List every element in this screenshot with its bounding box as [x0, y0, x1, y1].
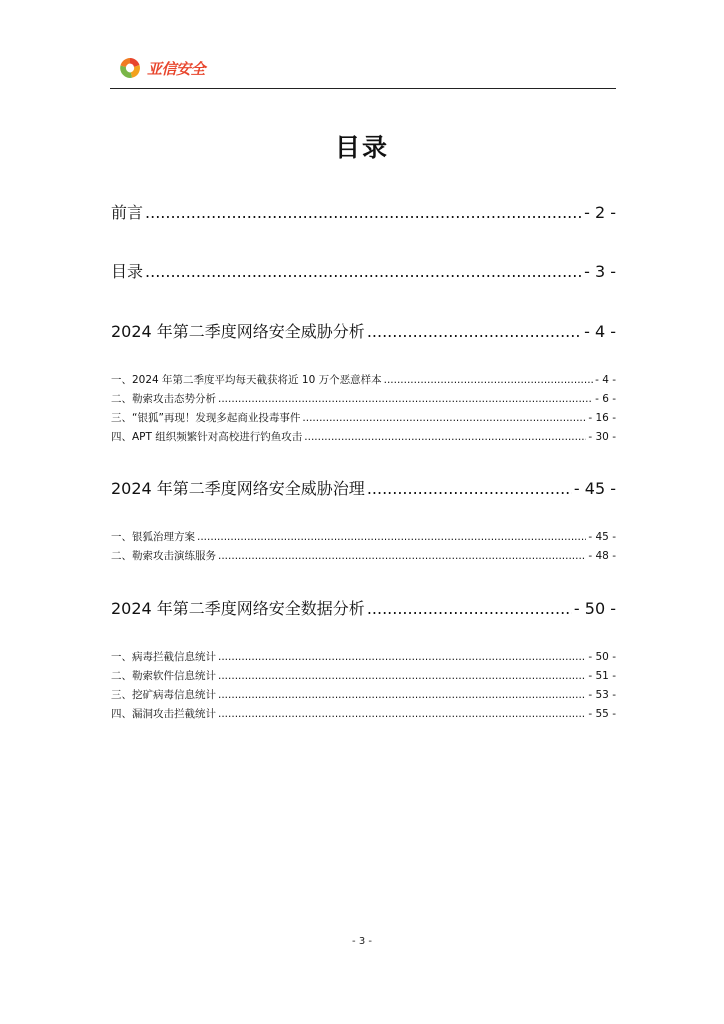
logo-ring-icon: [118, 56, 142, 80]
toc-entry-text: 2024 年第二季度网络安全数据分析: [111, 599, 365, 618]
toc-leader-dots: [384, 374, 593, 386]
toc-entry-text: 四、漏洞攻击拦截统计: [111, 708, 216, 720]
toc-entry-text: 二、勒索攻击态势分析: [111, 393, 216, 405]
toc-entry-text: 2024 年第二季度网络安全威胁治理: [111, 479, 365, 498]
toc-entry-sub[interactable]: [111, 548, 616, 563]
toc-page-number: - 53 -: [588, 689, 616, 701]
toc-entry-preface[interactable]: [111, 200, 616, 223]
toc-page-number: - 48 -: [588, 550, 616, 562]
toc-leader-dots: [302, 412, 586, 424]
toc-entry-sub[interactable]: [111, 410, 616, 425]
toc-entry-threat-governance[interactable]: [111, 476, 616, 499]
toc-page-number: - 6 -: [595, 393, 616, 405]
toc-entry-text: 三、“银狐”再现！发现多起商业投毒事件: [111, 412, 301, 424]
toc-page-number: - 2 -: [584, 203, 616, 222]
toc-entry-text: 四、APT 组织频繁针对高校进行钓鱼攻击: [111, 431, 303, 443]
toc-page-number: - 55 -: [588, 708, 616, 720]
page-title: 目录: [334, 133, 389, 162]
toc-entry-sub[interactable]: [111, 372, 616, 387]
toc-entry-text: 一、病毒拦截信息统计: [111, 651, 216, 663]
toc-leader-dots: [197, 531, 586, 543]
toc-leader-dots: [145, 262, 582, 281]
toc-page-number: - 50 -: [588, 651, 616, 663]
toc-entry-threat-analysis[interactable]: [111, 319, 616, 342]
company-logo: [118, 56, 205, 80]
toc-entry-text: 二、勒索攻击演练服务: [111, 550, 216, 562]
toc-entry-text: 目录: [111, 262, 144, 281]
toc-page-number: - 16 -: [588, 412, 616, 424]
toc-entry-text: 前言: [111, 203, 144, 222]
toc-entry-sub[interactable]: [111, 668, 616, 683]
toc-page-number: - 45 -: [573, 479, 616, 498]
toc-page-number: - 30 -: [588, 431, 616, 443]
brand-name: 亚信安全: [147, 59, 206, 78]
toc-entry-sub[interactable]: [111, 429, 616, 444]
toc-leader-dots: [218, 651, 586, 663]
toc-entry-contents[interactable]: [111, 259, 616, 282]
toc-entry-text: 一、银狐治理方案: [111, 531, 195, 543]
toc-page-number: - 4 -: [595, 374, 616, 386]
toc-leader-dots: [218, 689, 586, 701]
toc-entry-data-analysis[interactable]: [111, 596, 616, 619]
toc-entry-text: 一、2024 年第二季度平均每天截获将近 10 万个恶意样本: [111, 374, 382, 386]
toc-page-number: - 50 -: [573, 599, 616, 618]
page-footer-number: - 3 -: [352, 936, 372, 947]
toc-leader-dots: [367, 322, 582, 341]
toc-page-number: - 51 -: [588, 670, 616, 682]
toc-page-number: - 3 -: [584, 262, 616, 281]
toc-page-number: - 45 -: [588, 531, 616, 543]
toc-leader-dots: [304, 431, 586, 443]
toc-leader-dots: [145, 203, 582, 222]
toc-page-number: - 4 -: [584, 322, 616, 341]
toc-leader-dots: [218, 670, 586, 682]
toc-entry-sub[interactable]: [111, 687, 616, 702]
toc-entry-text: 2024 年第二季度网络安全威胁分析: [111, 322, 365, 341]
toc-entry-sub[interactable]: [111, 649, 616, 664]
toc-entry-sub[interactable]: [111, 391, 616, 406]
toc-entry-sub[interactable]: [111, 529, 616, 544]
toc-leader-dots: [367, 479, 572, 498]
toc-entry-sub[interactable]: [111, 706, 616, 721]
header-divider: [110, 88, 616, 89]
toc-leader-dots: [218, 708, 586, 720]
toc-entry-text: 三、挖矿病毒信息统计: [111, 689, 216, 701]
toc-leader-dots: [367, 599, 572, 618]
toc-entry-text: 二、勒索软件信息统计: [111, 670, 216, 682]
toc-leader-dots: [218, 393, 593, 405]
toc-leader-dots: [218, 550, 586, 562]
page-header: [110, 52, 616, 90]
